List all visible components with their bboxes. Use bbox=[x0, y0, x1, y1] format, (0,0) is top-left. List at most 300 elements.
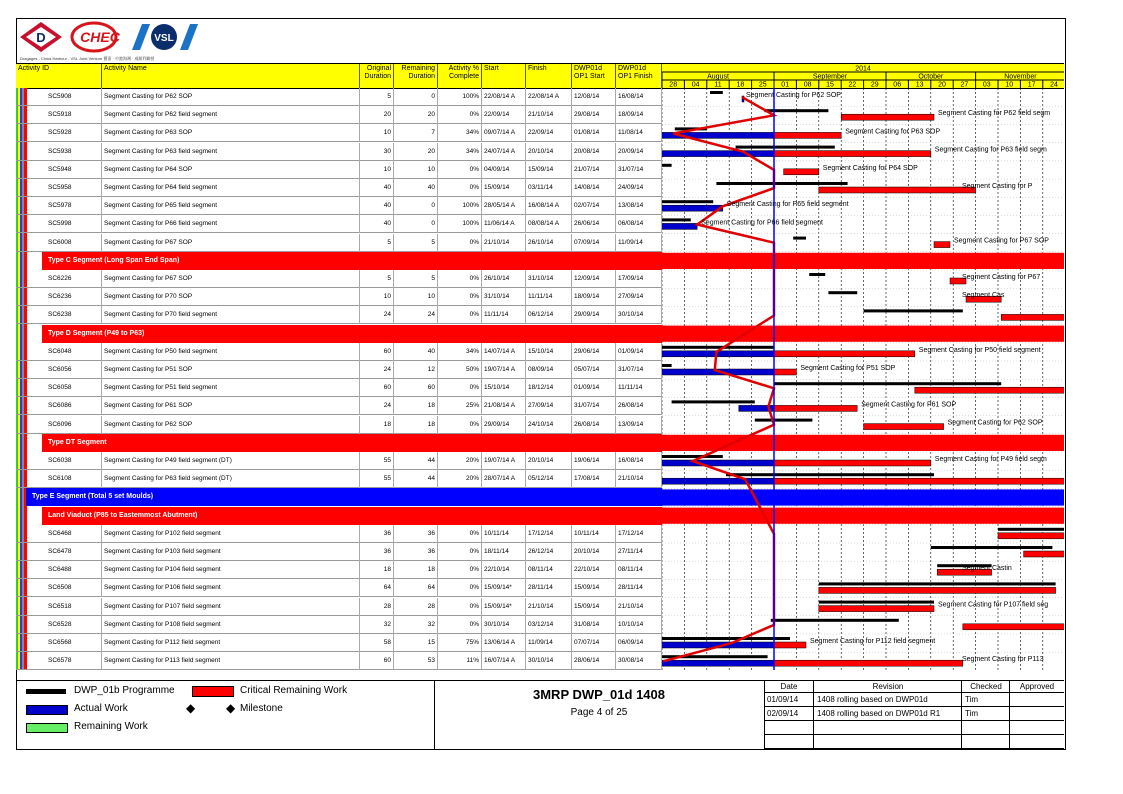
group-row[interactable] bbox=[16, 507, 662, 525]
critical-remaining-bar[interactable] bbox=[784, 169, 819, 175]
timeline-week: 11 bbox=[714, 81, 722, 88]
original-duration: 10 bbox=[360, 288, 394, 306]
timeline-week: 29 bbox=[870, 81, 879, 88]
table-row[interactable] bbox=[16, 306, 662, 324]
percent-complete: 0% bbox=[438, 579, 482, 597]
table-row[interactable] bbox=[16, 270, 662, 288]
timeline-scale bbox=[662, 64, 1064, 88]
percent-complete: 11% bbox=[438, 652, 482, 670]
table-row[interactable] bbox=[16, 88, 662, 106]
start-date: 15/09/14* bbox=[482, 598, 526, 616]
group-band bbox=[662, 253, 1064, 269]
programme-bar[interactable] bbox=[774, 382, 1001, 385]
critical-remaining-bar[interactable] bbox=[774, 660, 963, 666]
actual-work-bar[interactable] bbox=[662, 205, 723, 211]
table-row[interactable] bbox=[16, 361, 662, 379]
bar-label: Segment Casting for P66 field segment bbox=[701, 219, 823, 227]
critical-remaining-bar[interactable] bbox=[819, 587, 1056, 593]
finish-date: 26/12/14 bbox=[526, 543, 572, 561]
start-date: 22/08/14 A bbox=[482, 88, 526, 106]
col-activity-id[interactable]: Activity ID bbox=[16, 64, 102, 88]
activity-id: SC5958 bbox=[42, 179, 102, 197]
activity-id: SC6226 bbox=[42, 270, 102, 288]
group-row[interactable] bbox=[16, 434, 662, 452]
group-row[interactable] bbox=[16, 252, 662, 270]
table-row[interactable] bbox=[16, 379, 662, 397]
original-duration: 40 bbox=[360, 197, 394, 215]
activity-id: SC6568 bbox=[42, 634, 102, 652]
activity-name: Segment Casting for P65 field segment bbox=[102, 197, 360, 215]
op1-finish: 20/09/14 bbox=[616, 143, 662, 161]
original-duration: 5 bbox=[360, 234, 394, 252]
activity-name: Segment Casting for P64 SOP bbox=[102, 161, 360, 179]
table-row[interactable] bbox=[16, 197, 662, 215]
start-date: 28/05/14 A bbox=[482, 197, 526, 215]
programme-bar[interactable] bbox=[931, 546, 1053, 549]
op1-finish: 01/09/14 bbox=[616, 343, 662, 361]
critical-remaining-bar[interactable] bbox=[841, 114, 934, 120]
bar-label: Segment Casting for P51 SOP bbox=[800, 365, 896, 372]
programme-bar[interactable] bbox=[662, 200, 713, 203]
activity-name: Segment Casting for P70 field segment bbox=[102, 306, 360, 324]
milestone-diamond-icon: ◆ bbox=[186, 701, 196, 715]
programme-bar[interactable] bbox=[662, 364, 672, 367]
remaining-duration: 36 bbox=[394, 543, 438, 561]
critical-remaining-bar[interactable] bbox=[774, 151, 931, 157]
programme-bar[interactable] bbox=[819, 582, 1056, 585]
start-date: 19/07/14 A bbox=[482, 452, 526, 470]
op1-start: 01/09/14 bbox=[572, 379, 616, 397]
activity-id: SC5918 bbox=[42, 106, 102, 124]
programme-bar[interactable] bbox=[793, 237, 806, 240]
group-band bbox=[662, 508, 1064, 524]
finish-date: 27/09/14 bbox=[526, 397, 572, 415]
col-op1-start[interactable]: DWP01d OP1 Start bbox=[572, 64, 616, 88]
table-row[interactable] bbox=[16, 652, 662, 670]
percent-complete: 100% bbox=[438, 197, 482, 215]
start-date: 18/11/14 bbox=[482, 543, 526, 561]
start-date: 26/10/14 bbox=[482, 270, 526, 288]
op1-finish: 17/12/14 bbox=[616, 525, 662, 543]
legend-programme-label: DWP_01b Programme bbox=[74, 685, 175, 696]
critical-remaining-bar[interactable] bbox=[819, 187, 976, 193]
col-op1-finish[interactable]: DWP01d OP1 Finish bbox=[616, 64, 662, 88]
start-date: 15/09/14* bbox=[482, 579, 526, 597]
op1-start: 07/09/14 bbox=[572, 234, 616, 252]
remaining-duration: 0 bbox=[394, 215, 438, 233]
op1-finish: 11/09/14 bbox=[616, 234, 662, 252]
table-row[interactable] bbox=[16, 543, 662, 561]
start-date: 04/09/14 bbox=[482, 161, 526, 179]
programme-bar[interactable] bbox=[662, 218, 691, 221]
activity-name: Segment Casting for P103 field segment bbox=[102, 543, 360, 561]
original-duration: 28 bbox=[360, 598, 394, 616]
col-activity-name[interactable]: Activity Name bbox=[102, 64, 360, 88]
activity-id: SC6236 bbox=[42, 288, 102, 306]
bar-label: Segment Casting for P49 field segm bbox=[934, 456, 1047, 463]
op1-start: 12/09/14 bbox=[572, 270, 616, 288]
col-percent-complete[interactable]: Activity % Complete bbox=[438, 64, 482, 88]
activity-name: Segment Casting for P66 field segment bbox=[102, 215, 360, 233]
legend-programme-swatch bbox=[26, 689, 66, 694]
table-row[interactable] bbox=[16, 616, 662, 634]
activity-id: SC6108 bbox=[42, 470, 102, 488]
start-date: 10/11/14 bbox=[482, 525, 526, 543]
bar-label: Segment Casting for P63 field segm bbox=[934, 146, 1047, 154]
op1-start: 20/08/14 bbox=[572, 143, 616, 161]
original-duration: 20 bbox=[360, 106, 394, 124]
programme-bar[interactable] bbox=[662, 455, 723, 458]
op1-start: 14/08/14 bbox=[572, 179, 616, 197]
finish-date: 15/09/14 bbox=[526, 161, 572, 179]
remaining-duration: 18 bbox=[394, 561, 438, 579]
finish-date: 11/11/14 bbox=[526, 288, 572, 306]
legend-actual-swatch bbox=[26, 705, 68, 715]
table-row[interactable] bbox=[16, 634, 662, 652]
timeline-week: 17 bbox=[1027, 81, 1036, 88]
original-duration: 36 bbox=[360, 525, 394, 543]
activity-id: SC5948 bbox=[42, 161, 102, 179]
group-label: Type D Segment (P49 to P63) bbox=[42, 325, 662, 343]
op1-start: 29/06/14 bbox=[572, 343, 616, 361]
critical-remaining-bar[interactable] bbox=[819, 606, 934, 612]
percent-complete: 75% bbox=[438, 634, 482, 652]
bar-label: Segment Casting for P65 field segment bbox=[726, 201, 849, 209]
critical-remaining-bar[interactable] bbox=[864, 424, 944, 430]
col-remaining-duration[interactable]: Remaining Duration bbox=[394, 64, 438, 88]
percent-complete: 0% bbox=[438, 270, 482, 288]
percent-complete: 0% bbox=[438, 379, 482, 397]
original-duration: 18 bbox=[360, 561, 394, 579]
bar-label: Segment Casting for P112 field segment bbox=[810, 638, 936, 645]
op1-start: 05/07/14 bbox=[572, 361, 616, 379]
rev-row-2-date: 02/09/14 bbox=[767, 709, 799, 718]
milestone-diamond-icon: ◆ bbox=[226, 701, 236, 715]
table-row[interactable] bbox=[16, 579, 662, 597]
critical-remaining-bar[interactable] bbox=[774, 405, 857, 411]
programme-bar[interactable] bbox=[809, 273, 825, 276]
activity-name: Segment Casting for P62 SOP bbox=[102, 88, 360, 106]
table-row[interactable] bbox=[16, 397, 662, 415]
op1-finish: 31/07/14 bbox=[616, 361, 662, 379]
original-duration: 58 bbox=[360, 634, 394, 652]
group-row[interactable] bbox=[16, 325, 662, 343]
op1-start: 22/10/14 bbox=[572, 561, 616, 579]
bar-label: Segment Casting for P113 bbox=[962, 656, 1044, 664]
finish-date: 16/08/14 A bbox=[526, 197, 572, 215]
critical-remaining-bar[interactable] bbox=[774, 478, 1064, 484]
timeline-week: 06 bbox=[893, 81, 902, 88]
programme-bar[interactable] bbox=[716, 182, 847, 185]
remaining-duration: 5 bbox=[394, 270, 438, 288]
timeline-month: October bbox=[918, 73, 944, 81]
op1-finish: 13/09/14 bbox=[616, 416, 662, 434]
op1-finish: 08/11/14 bbox=[616, 561, 662, 579]
table-row[interactable] bbox=[16, 234, 662, 252]
op1-start: 26/08/14 bbox=[572, 416, 616, 434]
remaining-duration: 28 bbox=[394, 598, 438, 616]
group-label: Type DT Segment bbox=[42, 434, 662, 452]
start-date: 22/09/14 bbox=[482, 106, 526, 124]
original-duration: 32 bbox=[360, 616, 394, 634]
bar-label: Segment Casting for P62 field segm bbox=[938, 110, 1051, 118]
programme-bar[interactable] bbox=[998, 528, 1064, 531]
op1-start: 18/09/14 bbox=[572, 288, 616, 306]
op1-start: 26/06/14 bbox=[572, 215, 616, 233]
finish-date: 22/08/14 A bbox=[526, 88, 572, 106]
op1-start: 19/06/14 bbox=[572, 452, 616, 470]
timeline-month: August bbox=[707, 73, 729, 81]
activity-name: Segment Casting for P67 SOP bbox=[102, 270, 360, 288]
actual-work-bar[interactable] bbox=[662, 660, 774, 666]
finish-date: 03/12/14 bbox=[526, 616, 572, 634]
programme-bar[interactable] bbox=[828, 291, 857, 294]
activity-name: Segment Casting for P62 SOP bbox=[102, 416, 360, 434]
activity-name: Segment Casting for P63 SOP bbox=[102, 124, 360, 142]
start-date: 15/09/14 bbox=[482, 179, 526, 197]
table-row[interactable] bbox=[16, 288, 662, 306]
percent-complete: 0% bbox=[438, 234, 482, 252]
bar-label: Segment Casting for P64 SOP bbox=[822, 164, 918, 172]
start-date: 30/10/14 bbox=[482, 616, 526, 634]
original-duration: 36 bbox=[360, 543, 394, 561]
actual-work-bar[interactable] bbox=[662, 151, 774, 157]
group-band bbox=[662, 326, 1064, 342]
timeline-week: 20 bbox=[938, 81, 946, 88]
op1-start: 29/09/14 bbox=[572, 306, 616, 324]
op1-finish: 16/08/14 bbox=[616, 452, 662, 470]
timeline-week: 25 bbox=[758, 81, 767, 88]
original-duration: 18 bbox=[360, 416, 394, 434]
activity-id: SC6086 bbox=[42, 397, 102, 415]
gantt-chart bbox=[662, 88, 1064, 670]
op1-finish: 16/08/14 bbox=[616, 88, 662, 106]
finish-date: 18/12/14 bbox=[526, 379, 572, 397]
op1-finish: 21/10/14 bbox=[616, 470, 662, 488]
start-date: 29/09/14 bbox=[482, 416, 526, 434]
start-date: 13/06/14 A bbox=[482, 634, 526, 652]
activity-name: Segment Casting for P50 field segment bbox=[102, 343, 360, 361]
rev-col-checked: Checked bbox=[970, 682, 1002, 691]
op1-finish: 27/09/14 bbox=[616, 288, 662, 306]
group-band bbox=[662, 489, 1064, 505]
col-start[interactable]: Start bbox=[482, 64, 526, 88]
finish-date: 06/12/14 bbox=[526, 306, 572, 324]
op1-start: 31/08/14 bbox=[572, 616, 616, 634]
legend-remaining-label: Remaining Work bbox=[74, 721, 148, 732]
timeline-week: 22 bbox=[848, 81, 857, 88]
critical-remaining-bar[interactable] bbox=[774, 369, 796, 375]
finish-date: 20/10/14 bbox=[526, 143, 572, 161]
remaining-duration: 5 bbox=[394, 234, 438, 252]
timeline-week: 27 bbox=[960, 81, 969, 88]
percent-complete: 0% bbox=[438, 288, 482, 306]
table-row[interactable] bbox=[16, 215, 662, 233]
start-date: 11/06/14 A bbox=[482, 215, 526, 233]
timeline-month: September bbox=[812, 73, 848, 81]
table-row[interactable] bbox=[16, 470, 662, 488]
activity-id: SC6048 bbox=[42, 343, 102, 361]
table-row[interactable] bbox=[16, 343, 662, 361]
gantt-canvas bbox=[662, 88, 1064, 670]
programme-bar[interactable] bbox=[710, 91, 723, 94]
percent-complete: 50% bbox=[438, 361, 482, 379]
remaining-duration: 18 bbox=[394, 416, 438, 434]
actual-work-bar[interactable] bbox=[662, 223, 697, 229]
programme-bar[interactable] bbox=[662, 346, 774, 349]
timeline-week: 28 bbox=[669, 81, 678, 88]
critical-remaining-bar[interactable] bbox=[774, 642, 806, 648]
activity-id: SC6468 bbox=[42, 525, 102, 543]
remaining-duration: 24 bbox=[394, 306, 438, 324]
group-label: Land Viaduct (P85 to Eastemmost Abutment) bbox=[42, 507, 662, 525]
remaining-duration: 32 bbox=[394, 616, 438, 634]
table-row[interactable] bbox=[16, 452, 662, 470]
programme-bar[interactable] bbox=[726, 473, 934, 476]
activity-id: SC5978 bbox=[42, 197, 102, 215]
start-date: 09/07/14 A bbox=[482, 124, 526, 142]
timeline-week: 13 bbox=[915, 81, 924, 88]
group-row[interactable] bbox=[16, 488, 662, 506]
original-duration: 24 bbox=[360, 397, 394, 415]
finish-date: 05/12/14 bbox=[526, 470, 572, 488]
remaining-duration: 64 bbox=[394, 579, 438, 597]
critical-remaining-bar[interactable] bbox=[963, 624, 1064, 630]
activity-id: SC6008 bbox=[42, 234, 102, 252]
original-duration: 64 bbox=[360, 579, 394, 597]
table-row[interactable] bbox=[16, 161, 662, 179]
critical-remaining-bar[interactable] bbox=[1001, 314, 1064, 320]
percent-complete: 25% bbox=[438, 397, 482, 415]
remaining-duration: 10 bbox=[394, 288, 438, 306]
op1-finish: 30/08/14 bbox=[616, 652, 662, 670]
op1-start: 21/07/14 bbox=[572, 161, 616, 179]
original-duration: 10 bbox=[360, 124, 394, 142]
table-row[interactable] bbox=[16, 124, 662, 142]
activity-name: Segment Casting for P108 field segment bbox=[102, 616, 360, 634]
activity-id: SC5908 bbox=[42, 88, 102, 106]
group-label: Type E Segment (Total 5 set Moulds) bbox=[26, 488, 662, 506]
programme-bar[interactable] bbox=[662, 637, 790, 640]
original-duration: 10 bbox=[360, 161, 394, 179]
timeline-week: 15 bbox=[826, 81, 834, 88]
bar-label: Segment Casting for P63 SOP bbox=[845, 128, 941, 136]
table-row[interactable] bbox=[16, 106, 662, 124]
critical-remaining-bar[interactable] bbox=[774, 460, 931, 466]
percent-complete: 0% bbox=[438, 525, 482, 543]
op1-finish: 26/08/14 bbox=[616, 397, 662, 415]
actual-work-bar[interactable] bbox=[662, 478, 774, 484]
programme-bar[interactable] bbox=[736, 146, 835, 149]
original-duration: 5 bbox=[360, 270, 394, 288]
op1-finish: 18/09/14 bbox=[616, 106, 662, 124]
rev-row-1-revision: 1408 rolling based on DWP01d bbox=[817, 695, 928, 704]
finish-date: 03/11/14 bbox=[526, 179, 572, 197]
op1-start: 07/07/14 bbox=[572, 634, 616, 652]
col-finish[interactable]: Finish bbox=[526, 64, 572, 88]
bar-label: Segment Cas bbox=[962, 292, 1005, 300]
op1-start: 28/06/14 bbox=[572, 652, 616, 670]
percent-complete: 34% bbox=[438, 124, 482, 142]
table-row[interactable] bbox=[16, 143, 662, 161]
table-row[interactable] bbox=[16, 525, 662, 543]
percent-complete: 0% bbox=[438, 179, 482, 197]
critical-remaining-bar[interactable] bbox=[774, 351, 915, 357]
programme-bar[interactable] bbox=[755, 419, 813, 422]
activity-name: Segment Casting for P107 field segment bbox=[102, 598, 360, 616]
percent-complete: 0% bbox=[438, 543, 482, 561]
legend-critical-swatch bbox=[192, 686, 234, 697]
timeline-week: 24 bbox=[1050, 81, 1058, 88]
finish-date: 21/10/14 bbox=[526, 106, 572, 124]
op1-start: 15/09/14 bbox=[572, 598, 616, 616]
critical-remaining-bar[interactable] bbox=[915, 387, 1064, 393]
table-header bbox=[16, 63, 662, 89]
percent-complete: 100% bbox=[438, 88, 482, 106]
op1-finish: 11/11/14 bbox=[616, 379, 662, 397]
rev-col-revision: Revision bbox=[872, 682, 904, 691]
remaining-duration: 18 bbox=[394, 397, 438, 415]
activity-id: SC6488 bbox=[42, 561, 102, 579]
critical-remaining-bar[interactable] bbox=[998, 533, 1064, 539]
start-date: 14/07/14 A bbox=[482, 343, 526, 361]
timeline-week: 03 bbox=[982, 81, 991, 88]
col-original-duration[interactable]: Original Duration bbox=[360, 64, 394, 88]
original-duration: 55 bbox=[360, 452, 394, 470]
activity-id: SC5998 bbox=[42, 215, 102, 233]
percent-complete: 0% bbox=[438, 616, 482, 634]
programme-bar[interactable] bbox=[662, 164, 672, 167]
chec-text: CHEC bbox=[80, 29, 120, 45]
finish-date: 08/09/14 bbox=[526, 361, 572, 379]
activity-id: SC6056 bbox=[42, 361, 102, 379]
table-row[interactable] bbox=[16, 416, 662, 434]
percent-complete: 100% bbox=[438, 215, 482, 233]
programme-bar[interactable] bbox=[771, 619, 899, 622]
critical-remaining-bar[interactable] bbox=[1024, 551, 1064, 557]
bar-label: Segment Casting for P bbox=[962, 183, 1033, 190]
percent-complete: 0% bbox=[438, 161, 482, 179]
programme-bar[interactable] bbox=[819, 601, 934, 604]
remaining-duration: 40 bbox=[394, 343, 438, 361]
op1-finish: 17/09/14 bbox=[616, 270, 662, 288]
activity-name: Segment Casting for P104 field segment bbox=[102, 561, 360, 579]
programme-bar[interactable] bbox=[864, 309, 963, 312]
chec-logo-icon bbox=[70, 20, 126, 54]
vsl-logo-icon bbox=[132, 22, 204, 52]
table-row[interactable] bbox=[16, 561, 662, 579]
original-duration: 55 bbox=[360, 470, 394, 488]
revision-table bbox=[764, 680, 1064, 749]
critical-remaining-bar[interactable] bbox=[934, 242, 950, 248]
table-row[interactable] bbox=[16, 179, 662, 197]
op1-start: 31/07/14 bbox=[572, 397, 616, 415]
actual-work-bar[interactable] bbox=[662, 460, 774, 466]
activity-name: Segment Casting for P113 field segment bbox=[102, 652, 360, 670]
op1-finish: 30/10/14 bbox=[616, 306, 662, 324]
programme-bar[interactable] bbox=[672, 400, 755, 403]
percent-complete: 0% bbox=[438, 106, 482, 124]
timeline-week: 08 bbox=[803, 81, 812, 88]
timeline-month: November bbox=[1004, 73, 1037, 81]
op1-finish: 31/07/14 bbox=[616, 161, 662, 179]
remaining-duration: 0 bbox=[394, 88, 438, 106]
table-row[interactable] bbox=[16, 598, 662, 616]
rev-row-2-revision: 1408 rolling based on DWP01d R1 bbox=[817, 709, 941, 718]
critical-remaining-bar[interactable] bbox=[774, 132, 841, 138]
op1-finish: 28/11/14 bbox=[616, 579, 662, 597]
activity-name: Segment Casting for P112 field segment bbox=[102, 634, 360, 652]
